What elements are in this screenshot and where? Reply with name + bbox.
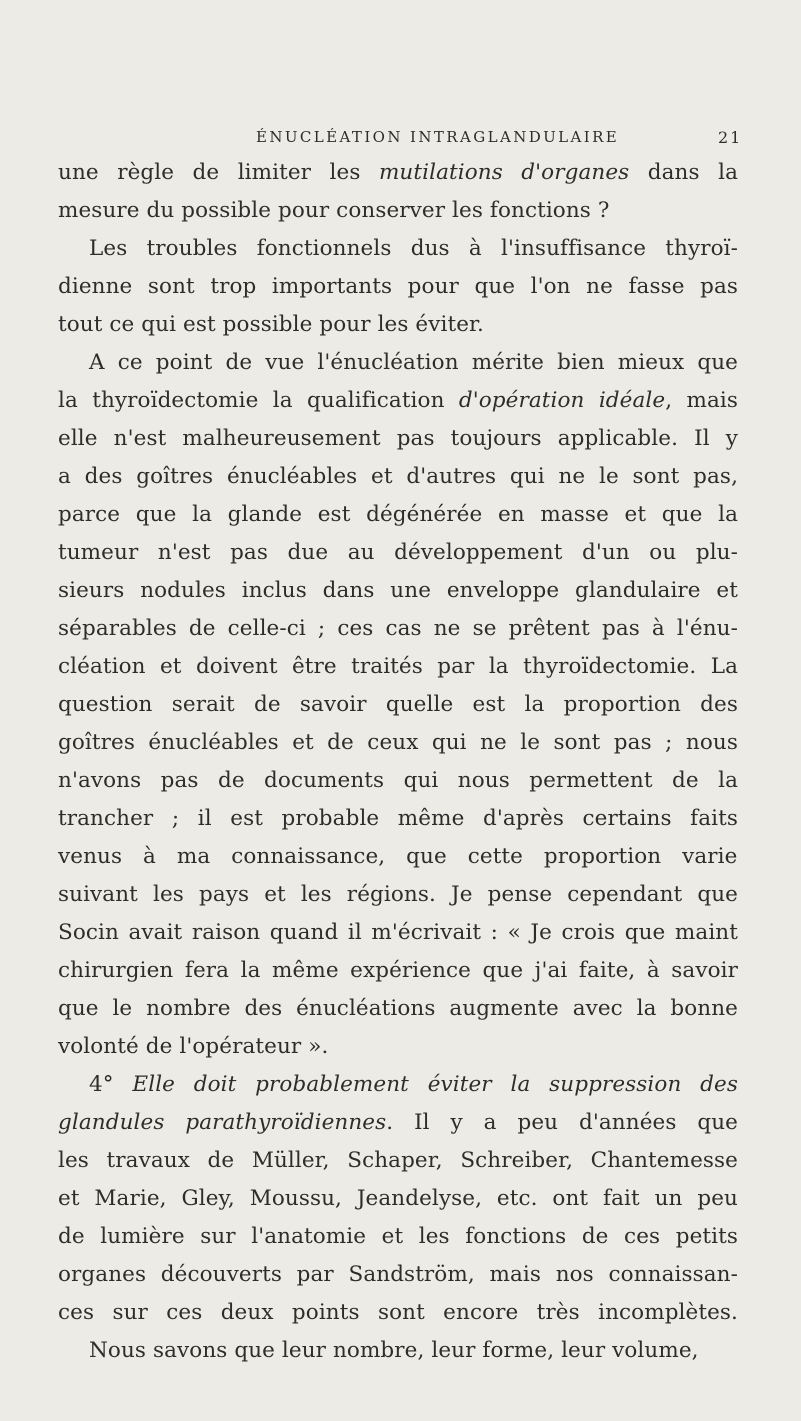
text-segment: Socin avait raison quand il m'écrivait : « Je crois que maint: [58, 920, 738, 945]
text-line: [58, 1256, 738, 1294]
text-segment: cléation et doivent être traités par la thyroïdectomie. La: [58, 654, 738, 679]
italic-text: d'opération idéale: [458, 388, 666, 413]
text-segment: tout ce qui est possible pour les éviter.: [58, 312, 484, 337]
text-line: [58, 1142, 738, 1180]
text-segment: Nous savons que leur nombre, leur forme, leur volume,: [89, 1338, 699, 1363]
text-line: [58, 952, 738, 990]
text-line: [58, 572, 738, 610]
text-line: [58, 990, 738, 1028]
text-segment: que le nombre des énucléations augmente avec la bonne: [58, 996, 738, 1021]
text-segment: ces sur ces deux points sont encore très incomplètes.: [58, 1300, 738, 1325]
text-line: [58, 534, 738, 572]
text-segment: organes découverts par Sandström, mais nos connaissan-: [58, 1262, 738, 1287]
text-line: [58, 1104, 738, 1142]
text-segment: sieurs nodules inclus dans une enveloppe glandulaire et: [58, 578, 738, 603]
text-line: [58, 648, 738, 686]
text-line: [58, 1294, 738, 1332]
running-head: [0, 128, 801, 154]
text-segment: trancher ; il est probable même d'après certains faits: [58, 806, 738, 831]
text-line: [58, 610, 738, 648]
text-line: [58, 1180, 738, 1218]
text-segment: question serait de savoir quelle est la proportion des: [58, 692, 738, 717]
text-segment: dans la: [629, 160, 738, 185]
italic-text: Elle doit probablement éviter la suppression des: [132, 1072, 738, 1097]
text-line: [89, 1066, 738, 1104]
text-segment: 4°: [89, 1072, 133, 1097]
text-line: [58, 800, 738, 838]
text-line: [58, 838, 737, 876]
text-line: [89, 230, 738, 268]
text-line: [58, 154, 738, 192]
text-segment: goîtres énucléables et de ceux qui ne le sont pas ; nous: [58, 730, 738, 755]
text-line: [58, 306, 484, 344]
text-segment: venus à ma connaissance, que cette proportion varie: [58, 844, 738, 869]
text-line: [58, 876, 738, 914]
text-line: [58, 724, 738, 762]
text-segment: a des goîtres énucléables et d'autres qui ne le sont pas,: [58, 464, 738, 489]
text-segment: Les troubles fonctionnels dus à l'insuffisance thyroï-: [89, 236, 738, 261]
text-line: [58, 762, 738, 800]
text-line: [58, 382, 738, 420]
text-segment: mesure du possible pour conserver les fonctions ?: [58, 198, 610, 223]
text-line: [58, 268, 738, 306]
text-segment: les travaux de Müller, Schaper, Schreiber, Chantemesse: [58, 1148, 738, 1173]
text-segment: une règle de limiter les: [58, 160, 379, 185]
text-segment: volonté de l'opérateur ».: [58, 1034, 329, 1059]
text-segment: suivant les pays et les régions. Je pense cependant que: [58, 882, 738, 907]
running-title: ÉNUCLÉATION INTRAGLANDULAIRE: [256, 128, 620, 146]
text-segment: séparables de celle-ci ; ces cas ne se prêtent pas à l'énu-: [58, 616, 738, 641]
text-segment: . Il y a peu d'années que: [386, 1110, 738, 1135]
text-segment: n'avons pas de documents qui nous permettent de la: [58, 768, 738, 793]
text-line: [58, 1218, 738, 1256]
text-line: [89, 1332, 699, 1370]
text-segment: elle n'est malheureusement pas toujours applicable. Il y: [58, 426, 738, 451]
page-number: 21: [718, 128, 743, 147]
text-line: [58, 496, 738, 534]
text-segment: chirurgien fera la même expérience que j'ai faite, à savoir: [58, 958, 738, 983]
text-segment: A ce point de vue l'énucléation mérite bien mieux que: [89, 350, 738, 375]
italic-text: mutilations d'organes: [378, 160, 630, 185]
text-segment: la thyroïdectomie la qualification: [58, 388, 459, 413]
text-line: [58, 1028, 328, 1066]
text-line: [58, 914, 738, 952]
text-line: [58, 192, 610, 230]
italic-text: glandules parathyroïdiennes: [58, 1110, 387, 1135]
text-line: [58, 458, 738, 496]
text-segment: , mais: [665, 388, 738, 413]
text-segment: et Marie, Gley, Moussu, Jeandelyse, etc. ont fait un peu: [58, 1186, 738, 1211]
text-line: [89, 344, 738, 382]
text-segment: parce que la glande est dégénérée en masse et que la: [58, 502, 738, 527]
text-segment: de lumière sur l'anatomie et les fonctions de ces petits: [58, 1224, 738, 1249]
text-segment: dienne sont trop importants pour que l'on ne fasse pas: [58, 274, 738, 299]
text-line: [58, 420, 738, 458]
text-line: [58, 686, 738, 724]
text-segment: tumeur n'est pas due au développement d'un ou plu-: [58, 540, 738, 565]
